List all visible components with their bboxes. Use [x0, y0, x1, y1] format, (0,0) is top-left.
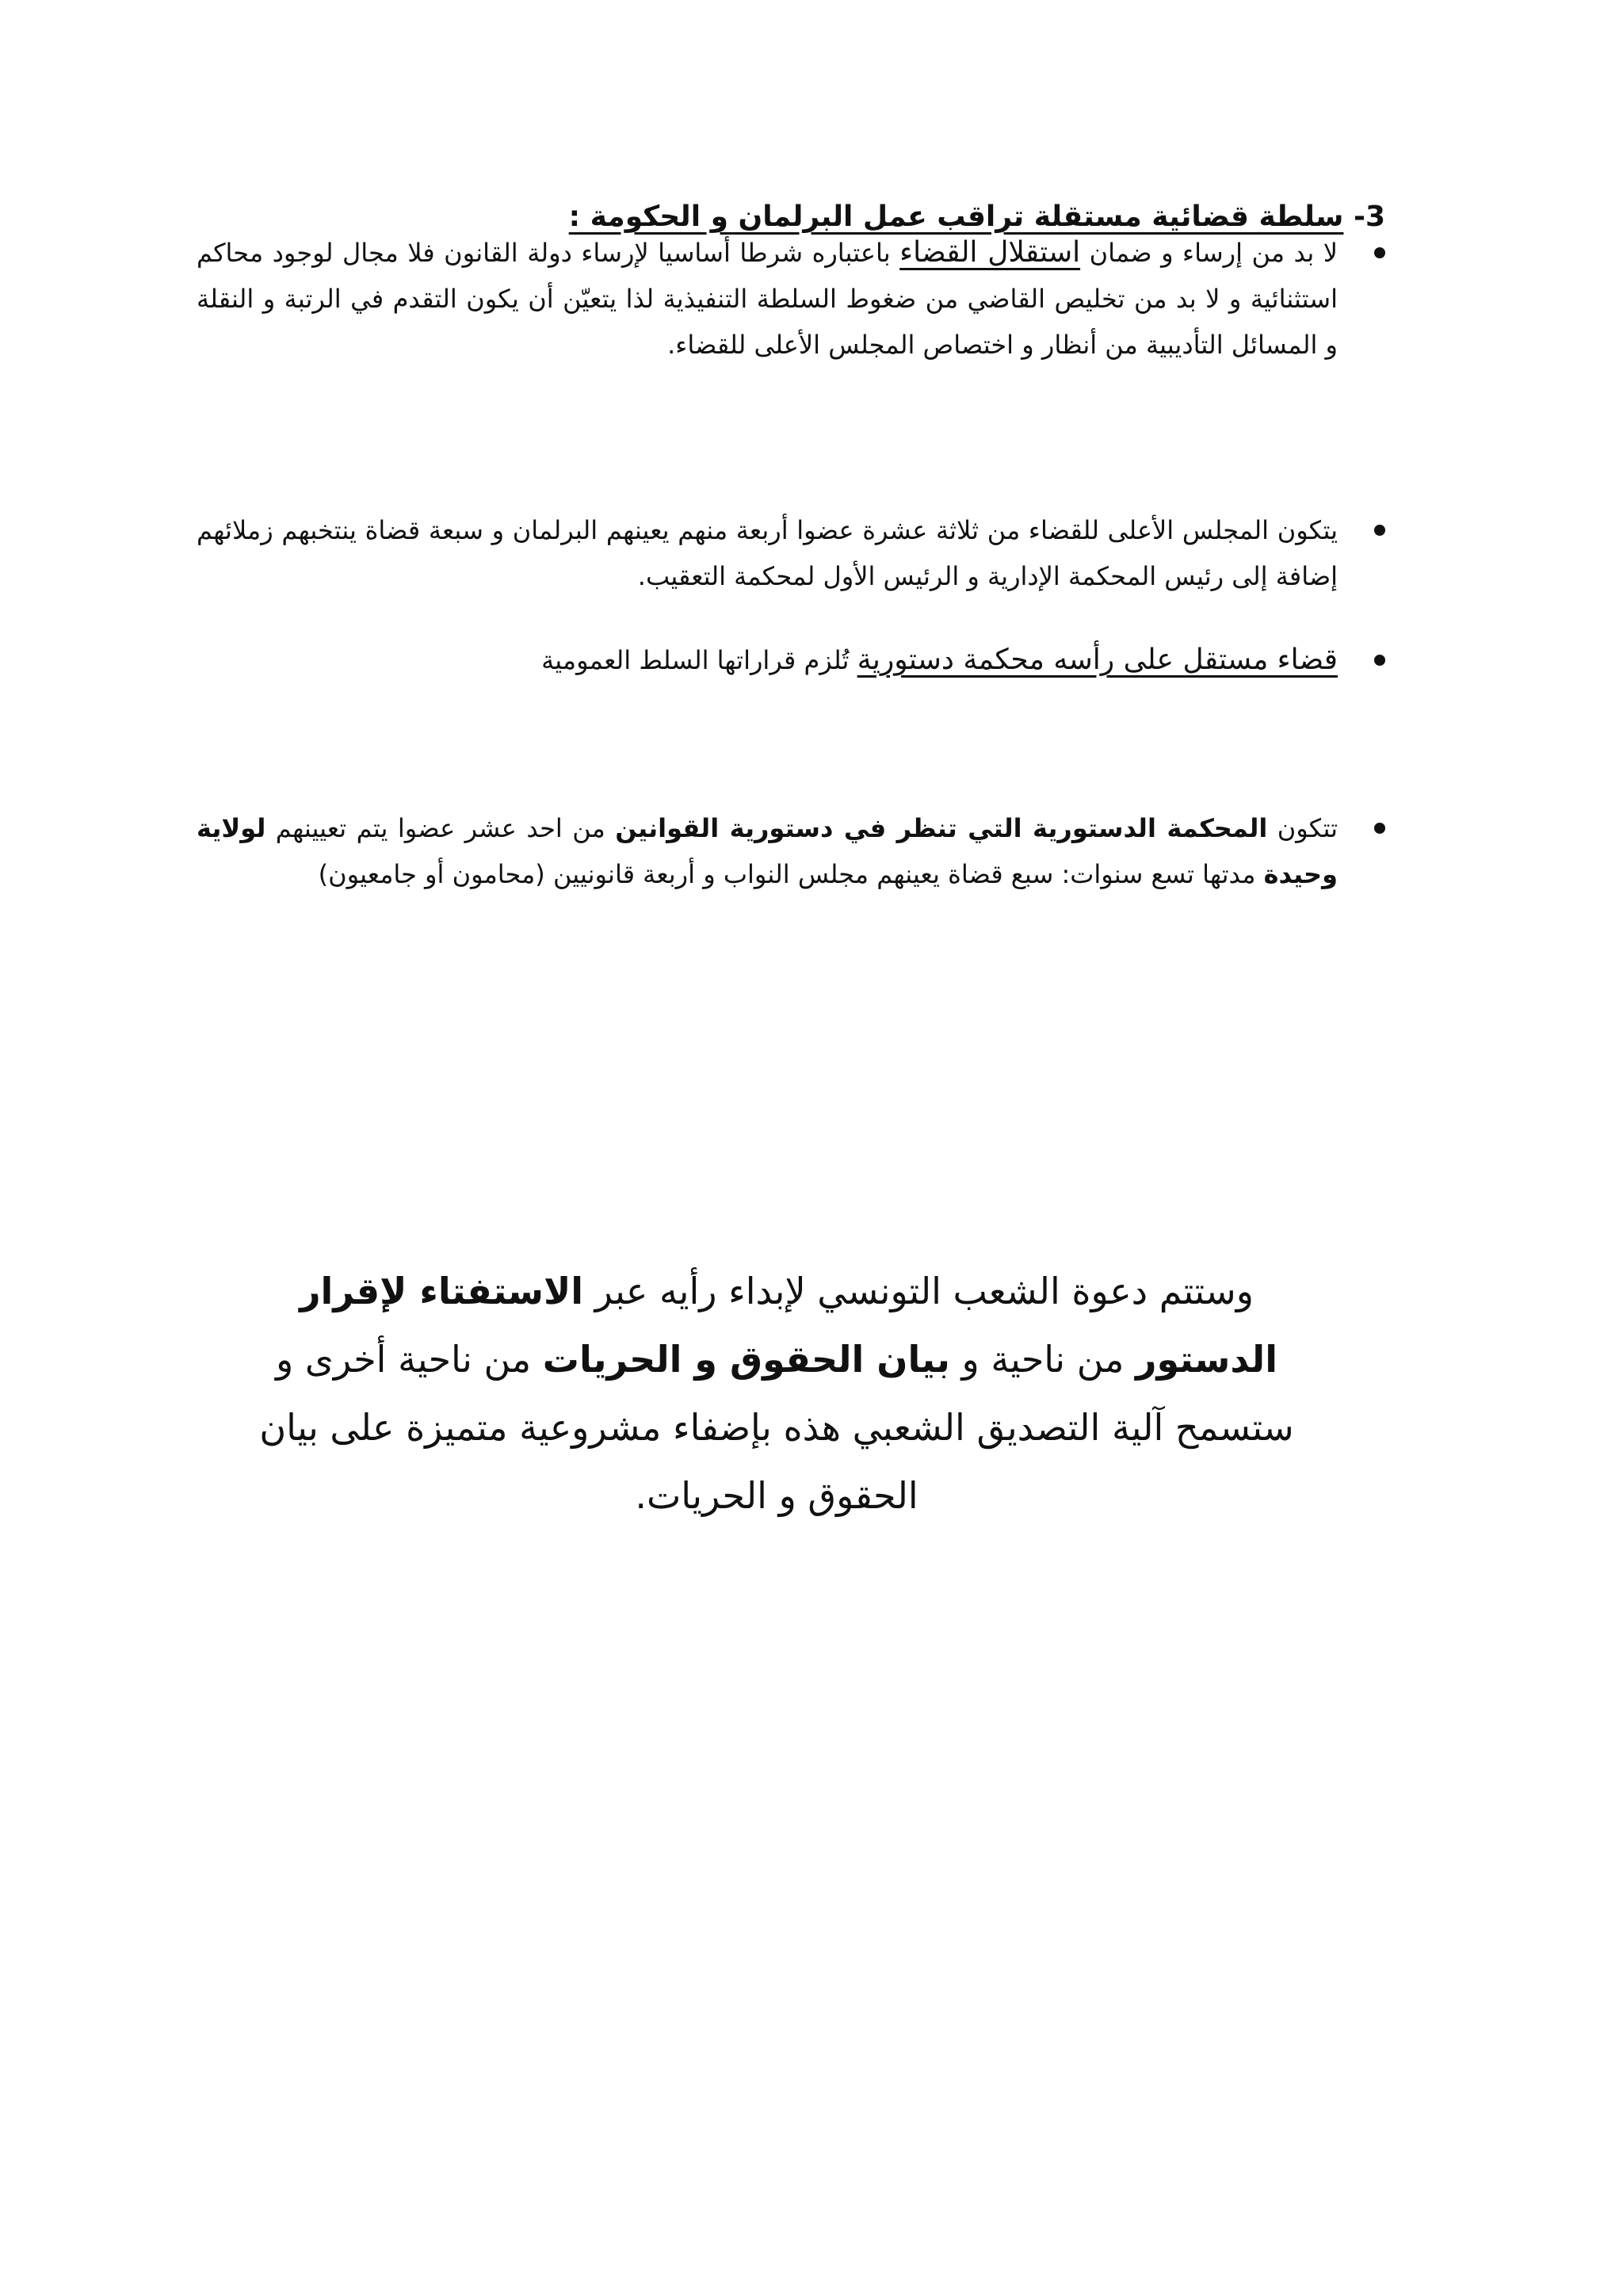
bullet-list-supreme-council [197, 507, 1385, 599]
bullet-bold-text: المحكمة الدستورية التي تنظر في دستورية القوانين [615, 813, 1268, 843]
closing-bold-text: بيان الحقوق و الحريات [542, 1338, 950, 1381]
bullet-text: باعتباره شرطا أساسيا لإرساء دولة القانون فلا مجال لوجود محاكم استثنائية و لا بد من تخليص القاضي من ضغوط السلطة التنفيذية لذا يتعيّن أن يكون التقدم في الرتبة و النقلة و المسائل التأديبية من أنظار و اختصاص المجلس الأعلى للقضاء. [197, 238, 1338, 360]
bullet-list-judicial-independence [197, 230, 1385, 368]
bullet-icon [1374, 525, 1385, 536]
bullet-item-constitutional-court [197, 637, 1385, 683]
bullet-underlined-text: قضاء مستقل على رأسه محكمة دستورية [857, 644, 1338, 676]
bullet-text: من احد عشر عضوا يتم تعيينهم [265, 813, 616, 843]
closing-paragraph [238, 1257, 1316, 1530]
bullet-icon [1374, 247, 1385, 258]
section-title: سلطة قضائية مستقلة تراقب عمل البرلمان و الحكومة : [568, 201, 1344, 233]
bullet-icon [1374, 823, 1385, 834]
bullet-list-court-composition [197, 805, 1385, 897]
bullet-text: لا بد من إرساء و ضمان [1080, 238, 1338, 268]
bullet-icon [1374, 655, 1385, 666]
section-number: 3- [1353, 201, 1385, 233]
bullet-item-supreme-council [197, 507, 1385, 599]
bullet-item-judicial-independence [197, 230, 1385, 368]
bullet-text: مدتها تسع سنوات: سبع قضاة يعينهم مجلس النواب و أربعة قانونيين (محامون أو جامعيون) [318, 859, 1264, 889]
closing-text: وستتم دعوة الشعب التونسي لإبداء رأيه عبر [583, 1270, 1254, 1312]
bullet-text: تتكون [1267, 813, 1338, 843]
bullet-underlined-text: استقلال القضاء [899, 236, 1081, 269]
closing-text: من ناحية و [949, 1338, 1136, 1381]
bullet-item-court-composition [197, 805, 1385, 897]
bullet-list-constitutional-court [197, 637, 1385, 683]
bullet-text: يتكون المجلس الأعلى للقضاء من ثلاثة عشرة عضوا أربعة منهم يعينهم البرلمان و سبعة قضاة ينتخبهم زملائهم إضافة إلى رئيس المحكمة الإدارية و الرئيس الأول لمحكمة التعقيب. [197, 515, 1338, 591]
closing-bold-text: الاستفتاء لإقرار الدستور [300, 1270, 1277, 1381]
bullet-text: تُلزم قراراتها السلط العمومية [541, 645, 857, 675]
bullet-bold-text: لولاية وحيدة [197, 813, 1338, 889]
closing-text: من ناحية أخرى و ستسمح آلية التصديق الشعبي هذه بإضفاء مشروعية متميزة على بيان الحقوق و الحريات. [259, 1338, 1294, 1517]
